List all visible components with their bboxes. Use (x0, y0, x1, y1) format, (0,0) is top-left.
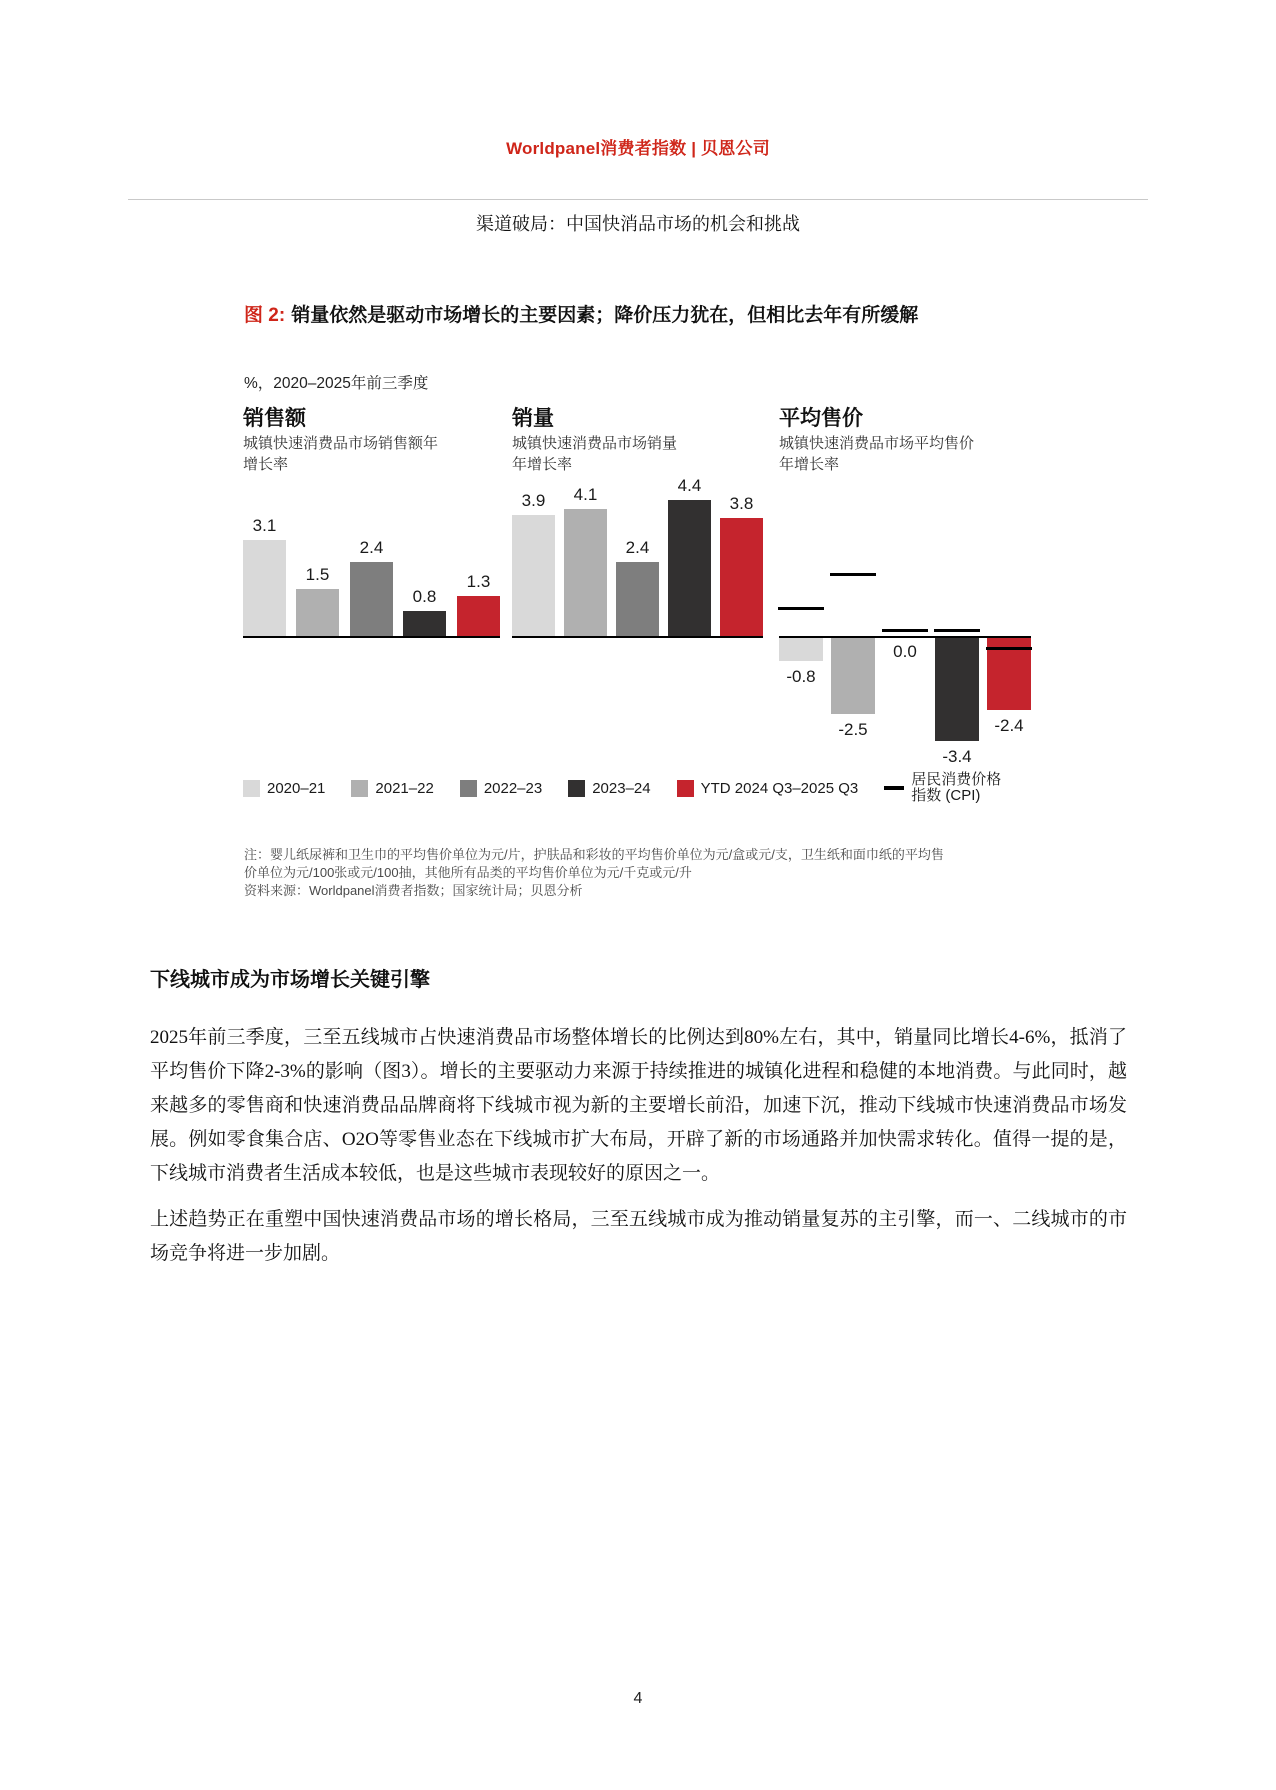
page-subtitle: 渠道破局：中国快消品市场的机会和挑战 (476, 214, 800, 234)
note-line: 价单位为元/100张或元/100抽，其他所有品类的平均售价单位为元/千克或元/升 (244, 865, 692, 880)
body-paragraph-2: 上述趋势正在重塑中国快速消费品市场的增长格局，三至五线城市成为推动销量复苏的主引擎，而一、二线城市的市场竞争将进一步加剧。 (150, 1209, 1127, 1264)
axis-line (243, 636, 500, 638)
panel-subtitle-line: 城镇快速消费品市场销售额年 (243, 435, 439, 452)
bar (720, 518, 763, 636)
header-divider (128, 199, 1148, 200)
legend-label: 2020–21 (267, 779, 326, 797)
bar-value-label: 3.9 (521, 491, 546, 510)
panel-subtitle-volume (512, 433, 677, 475)
panel-subtitle-line: 城镇快速消费品市场销量 (512, 435, 678, 452)
legend-item (677, 780, 859, 797)
bar-value-label: -2.5 (838, 720, 868, 739)
bar-value-label: 1.5 (305, 565, 330, 584)
legend-swatch (568, 780, 585, 797)
panel-subtitle-line: 年增长率 (512, 456, 573, 473)
bar-value-label: 2.4 (625, 538, 650, 557)
legend-label: 2021–22 (375, 779, 434, 797)
bar-value-label: 1.3 (466, 572, 491, 591)
legend-item-cpi (884, 772, 1001, 804)
legend-label: 2022–23 (483, 779, 543, 797)
panel-subtitle-line: 增长率 (243, 456, 289, 473)
cpi-marker (830, 573, 876, 576)
figure-title-text: 销量依然是驱动市场增长的主要因素；降价压力犹在，但相比去年有所缓解 (291, 305, 919, 326)
bar-value-label: -2.4 (994, 716, 1024, 735)
panel-header-avg-price: 平均售价 (779, 407, 863, 430)
panel-header-volume: 销量 (512, 407, 554, 430)
panel-subtitle-line: 年增长率 (779, 456, 840, 473)
legend-swatch (351, 780, 368, 797)
bar (616, 562, 659, 636)
bar (668, 500, 711, 636)
cpi-legend-label: 居民消费价格 指数 (CPI) (911, 771, 1002, 804)
legend-item (243, 780, 325, 797)
bar-value-label: 0.8 (412, 587, 437, 606)
figure-title (244, 300, 918, 327)
note-line: 注：婴儿纸尿裤和卫生巾的平均售价单位为元/片，护肤品和彩妆的平均售价单位为元/盒或元/支，卫生纸和面巾纸的平均售 (244, 847, 944, 862)
bar-value-label: 0.0 (893, 642, 917, 661)
bar (512, 515, 555, 636)
bar-value-label: 4.1 (573, 485, 598, 504)
cpi-marker (934, 629, 980, 632)
cpi-marker (986, 647, 1032, 650)
bar-value-label: 3.1 (252, 516, 277, 535)
bar-value-label: -0.8 (786, 667, 816, 686)
legend-swatch (243, 780, 260, 797)
brand-header: Worldpanel消费者指数 | 贝恩公司 (506, 139, 770, 158)
legend-item (568, 780, 650, 797)
legend-label: YTD 2024 Q3–2025 Q3 (700, 779, 859, 797)
bar (243, 540, 286, 636)
legend-swatch (460, 780, 477, 797)
bar-value-label: -3.4 (942, 747, 972, 766)
legend-label: 2023–24 (592, 779, 651, 797)
bar (564, 509, 607, 636)
bar-value-label: 4.4 (677, 476, 702, 495)
cpi-marker (778, 607, 824, 610)
bar (457, 596, 500, 636)
chart-unit-label: %，2020–2025年前三季度 (244, 375, 429, 392)
figure-notes (244, 846, 960, 900)
panel-subtitle-avg-price (779, 433, 974, 475)
bar (403, 611, 446, 636)
axis-line (512, 636, 763, 638)
page-number: 4 (633, 1690, 643, 1707)
bar-value-label: 2.4 (359, 538, 384, 557)
legend-swatch (677, 780, 694, 797)
legend-item (460, 780, 542, 797)
chart-legend (243, 772, 1001, 804)
panel-subtitle-line: 城镇快速消费品市场平均售价 (779, 435, 975, 452)
body-paragraph-1: 2025年前三季度，三至五线城市占快速消费品市场整体增长的比例达到80%左右，其中，销量同比增长4-6%，抵消了平均售价下降2-3%的影响（图3）。增长的主要驱动力来源于持续推进的城镇化进程和稳健的本地消费。与此同时，越来越多的零售商和快速消费品品牌商将下线城市视为新的主要增长前沿，加速下沉，推动下线城市快速消费品市场发展。例如零食集合店、O2O等零售业态在下线城市扩大布局，开辟了新的市场通路并加快需求转化。值得一提的是，下线城市消费者生活成本较低，也是这些城市表现较好的原因之一。 (150, 1027, 1127, 1184)
panel-subtitle-sales-value (243, 433, 438, 475)
axis-line (779, 636, 1031, 638)
figure-label: 图 2: (244, 305, 286, 326)
bar (296, 589, 339, 636)
legend-item (351, 780, 433, 797)
section-heading: 下线城市成为市场增长关键引擎 (150, 969, 430, 991)
bar (779, 638, 823, 661)
panel-header-sales-value: 销售额 (243, 407, 306, 430)
cpi-marker (882, 629, 928, 632)
source-line: 资料来源：Worldpanel消费者指数；国家统计局；贝恩分析 (244, 883, 583, 898)
bar-value-label: 3.8 (729, 494, 754, 513)
cpi-line-icon (884, 786, 904, 790)
